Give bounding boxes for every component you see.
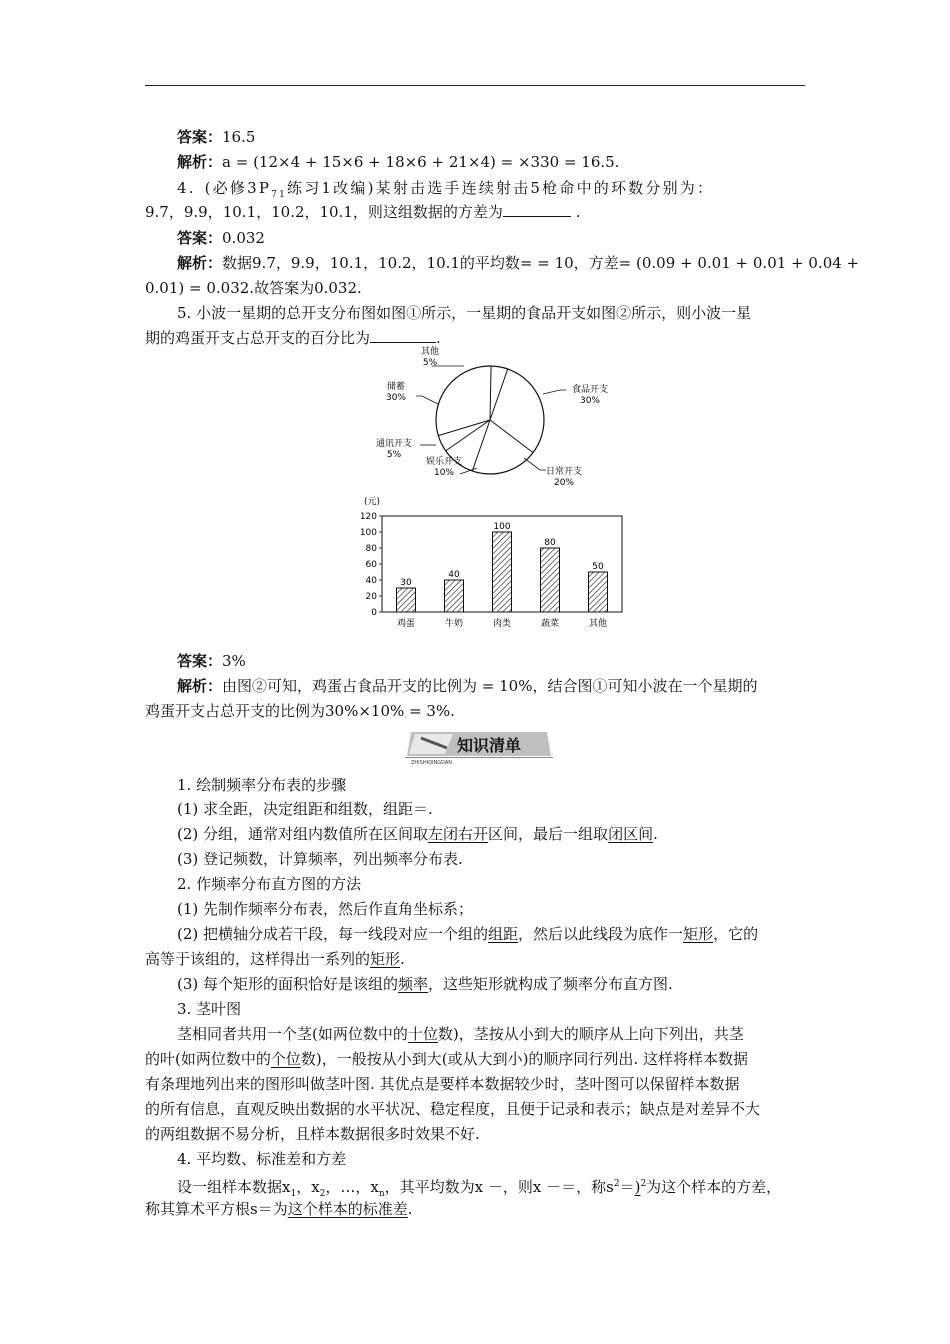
bar-value-label-3: 80 [544, 538, 556, 548]
pie-label-pct-1: 30% [579, 396, 601, 406]
bar-ytick-label-1: 20 [365, 592, 377, 602]
k3-line5: 的两组数据不易分析，且样本数据很多时效果不好. [145, 1125, 480, 1143]
bar-category-label-3: 蔬菜 [540, 619, 560, 629]
k2-item2-cont: 高等于该组的，这样得出一系列的矩形. [145, 950, 405, 968]
k2-item3: (3) 每个矩形的面积恰好是该组的频率，这些矩形就构成了频率分布直方图. [177, 975, 673, 993]
explanation-4-line2: 0.01) = 0.032.故答案为0.032. [145, 279, 362, 297]
question-4-line1: 4. (必修$3P_{71}$练习1改编)某射击选手连续射击5枪命中的环数分别为： [177, 179, 715, 200]
explanation-4-line1: 解析：数据9.7，9.9，10.1，10.2，10.1的平均数= = 10，方差= (0.09 + 0.01 + 0.01 + 0.04 + [177, 254, 860, 272]
k3-line2: 的叶(如两位数中的个位数)，一般按从小到大(或从大到小)的顺序同行列出. 这样将样本数据 [145, 1050, 748, 1068]
bar-0 [397, 588, 416, 612]
pie-label-pct-2: 20% [553, 478, 575, 488]
bar-1 [445, 580, 464, 612]
bar-ytick-label-0: 0 [371, 608, 377, 618]
k2-item2: (2) 把横轴分成若干段，每一线段对应一个组的组距，然后以此线段为底作一矩形，它的 [177, 925, 759, 943]
bar-ytick-label-2: 40 [365, 576, 377, 586]
bar-category-label-4: 其他 [588, 619, 608, 629]
answer-3: 答案：16.5 [177, 128, 256, 146]
answer-5: 答案：3% [177, 652, 246, 670]
pie-label-pct-0: 5% [422, 358, 438, 368]
k3-line3: 有条理地列出来的图形叫做茎叶图. 其优点是要样本数据较少时，茎叶图可以保留样本数据 [145, 1075, 740, 1093]
question-5-line2: 期的鸡蛋开支占总开支的百分比为 . [145, 329, 441, 347]
bar-ytick-label-3: 60 [365, 560, 377, 570]
explanation-5-line1: 解析：由图②可知，鸡蛋占食品开支的比例为 = 10%，结合图①可知小波在一个星期的 [177, 677, 758, 695]
bar-category-label-1: 牛奶 [444, 619, 464, 629]
k1-item1: (1) 求全距，决定组距和组数，组距＝. [177, 800, 433, 818]
explanation-3: 解析：a = (12×4 + 15×6 + 18×6 + 21×4) = ×330 = 16.5. [177, 153, 620, 171]
explanation-5-line2: 鸡蛋开支占总开支的比例为30%×10% = 3%. [145, 702, 455, 720]
k1-title: 1. 绘制频率分布表的步骤 [177, 776, 347, 794]
banner-title: 知识清单 [457, 736, 522, 755]
bar-3 [541, 548, 560, 612]
k4-line2: 称其算术平方根s＝为这个样本的标准差. [145, 1200, 413, 1218]
k3-line1: 茎相同者共用一个茎(如两位数中的十位数)，茎按从小到大的顺序从上向下列出，共茎 [177, 1025, 744, 1043]
bar-ytick-label-4: 80 [365, 544, 377, 554]
bar-chart [360, 494, 640, 636]
knowledge-banner [405, 726, 553, 766]
pie-label-name-2: 日常开支 [545, 467, 583, 477]
question-4-line2: 9.7，9.9，10.1，10.2，10.1，则这组数据的方差为 . [145, 203, 581, 221]
pie-label-name-3: 娱乐开支 [425, 457, 463, 467]
question-5-line1: 5. 小波一星期的总开支分布图如图①所示，一星期的食品开支如图②所示，则小波一星 [177, 304, 752, 322]
header-rule [145, 85, 805, 86]
bar-ylabel: (元) [364, 497, 381, 507]
bar-value-label-4: 50 [592, 562, 604, 572]
pie-label-pct-5: 30% [385, 393, 407, 403]
bar-ytick-label-6: 120 [360, 512, 377, 522]
banner-pinyin: ZHISHIQINGDAN [411, 760, 453, 766]
answer-4: 答案：0.032 [177, 229, 265, 247]
k4-line1: 设一组样本数据$x_1$，$x_2$，…，$x_n$，其平均数为x －，则x －＝，称$s^2=)^2$为这个样本的方差， [177, 1178, 782, 1199]
bar-4 [589, 572, 608, 612]
bar-ytick-label-5: 100 [360, 528, 377, 538]
pie-label-name-5: 储蓄 [386, 382, 406, 392]
bar-value-label-0: 30 [400, 578, 412, 588]
pie-label-name-0: 其他 [420, 347, 440, 357]
pie-label-pct-3: 10% [433, 468, 455, 478]
pie-chart [360, 344, 630, 494]
bar-category-label-2: 肉类 [492, 619, 512, 629]
pie-label-name-1: 食品开支 [571, 385, 609, 395]
k2-item1: (1) 先制作频率分布表，然后作直角坐标系； [177, 900, 474, 918]
k1-item3: (3) 登记频数，计算频率，列出频率分布表. [177, 850, 463, 868]
bar-value-label-2: 100 [493, 522, 511, 532]
bar-2 [493, 532, 512, 612]
bar-value-label-1: 40 [448, 570, 460, 580]
pie-label-pct-4: 5% [386, 450, 402, 460]
k1-item2: (2) 分组，通常对组内数值所在区间取左闭右开区间，最后一组取闭区间. [177, 825, 658, 843]
pie-label-name-4: 通讯开支 [375, 439, 413, 449]
k2-title: 2. 作频率分布直方图的方法 [177, 875, 362, 893]
k3-title: 3. 茎叶图 [177, 1000, 242, 1018]
k3-line4: 的所有信息，直观反映出数据的水平状况、稳定程度，且便于记录和表示；缺点是对差异不大 [145, 1100, 761, 1118]
bar-category-label-0: 鸡蛋 [396, 619, 416, 629]
k4-title: 4. 平均数、标准差和方差 [177, 1150, 347, 1168]
